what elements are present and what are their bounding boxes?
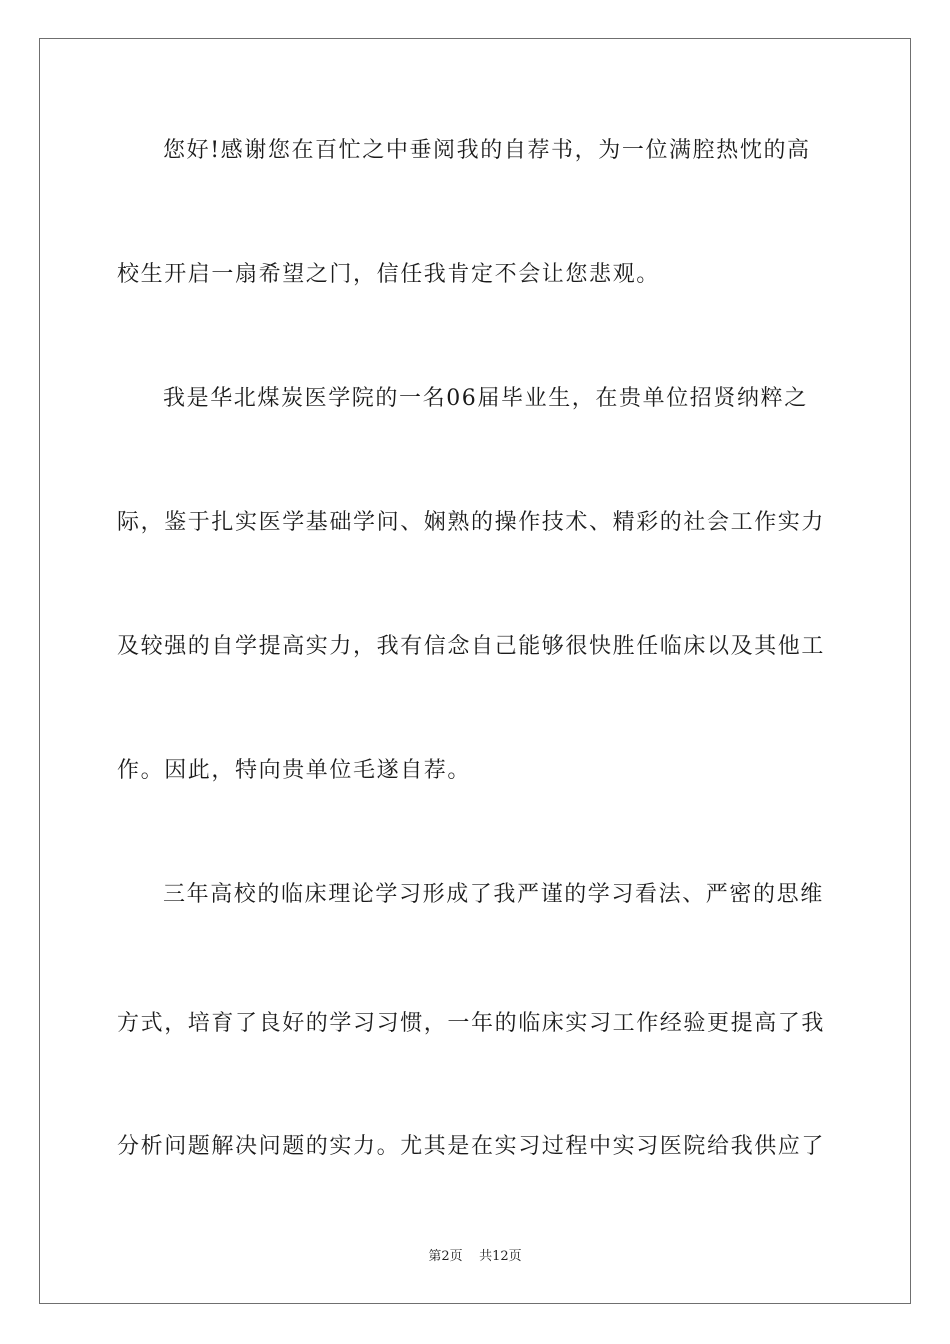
paragraph-3-line-1: 三年高校的临床理论学习形成了我严谨的学习看法、严密的思维 xyxy=(163,882,824,907)
paragraph-1-line-2: 校生开启一扇希望之门，信任我肯定不会让您悲观。 xyxy=(117,262,660,287)
paragraph-2-line-2: 际，鉴于扎实医学基础学问、娴熟的操作技术、精彩的社会工作实力 xyxy=(117,510,826,535)
page-border xyxy=(39,38,911,1304)
paragraph-3-line-2: 方式，培育了良好的学习习惯，一年的临床实习工作经验更提高了我 xyxy=(117,1011,826,1036)
paragraph-2-line-1: 我是华北煤炭医学院的一名06届毕业生，在贵单位招贤纳粹之 xyxy=(163,386,808,411)
paragraph-2-line-4: 作。因此，特向贵单位毛遂自荐。 xyxy=(117,758,472,783)
paragraph-2-line-3: 及较强的自学提高实力，我有信念自己能够很快胜任临床以及其他工 xyxy=(117,634,826,659)
paragraph-3-line-3: 分析问题解决问题的实力。尤其是在实习过程中实习医院给我供应了 xyxy=(117,1134,826,1159)
page-number-footer: 第2页 共12页 xyxy=(428,1249,522,1264)
paragraph-1-line-1: 您好!感谢您在百忙之中垂阅我的自荐书，为一位满腔热忱的高 xyxy=(163,138,811,163)
